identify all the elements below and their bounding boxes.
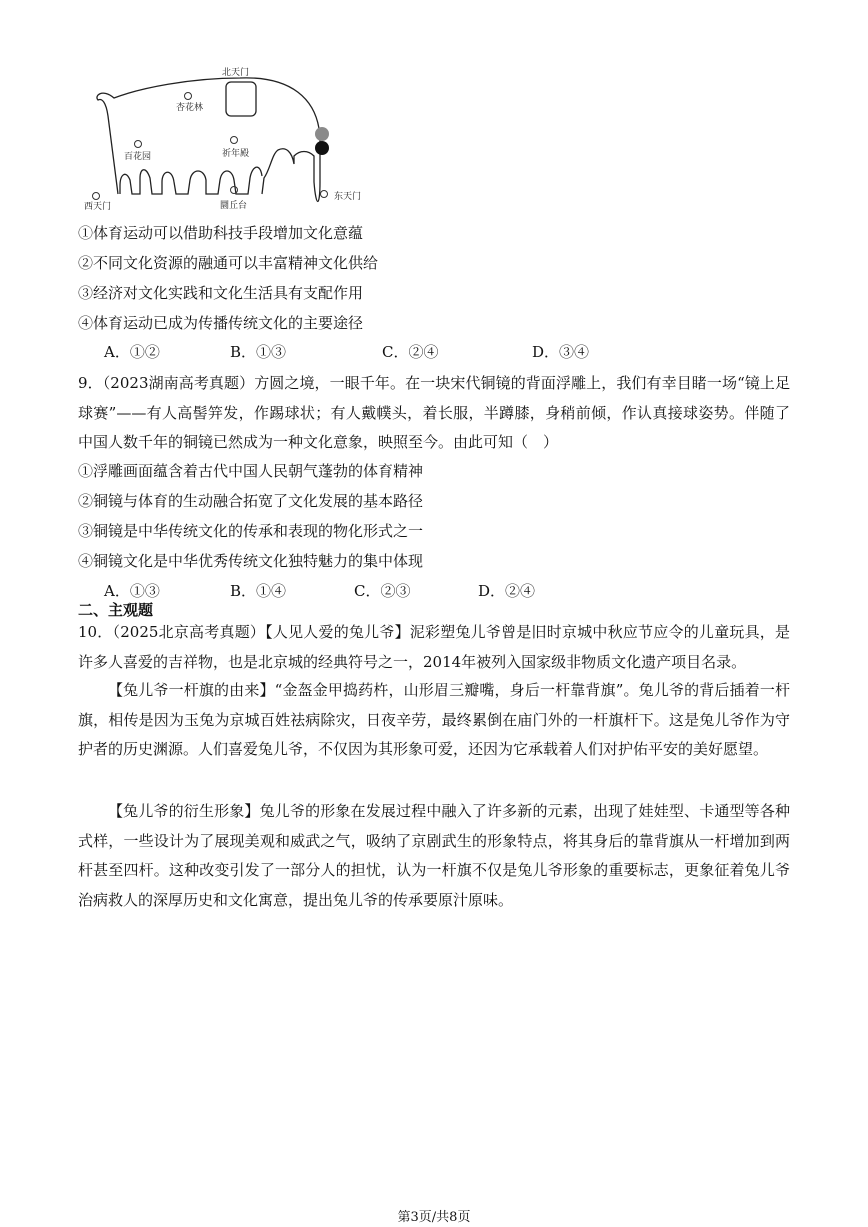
q9-option-b[interactable]: B．①④ — [230, 582, 287, 600]
q8-item-4: ④体育运动已成为传播传统文化的主要途径 — [78, 314, 364, 332]
q9-item-4: ④铜镜文化是中华优秀传统文化独特魅力的集中体现 — [78, 552, 424, 570]
q9-item-1: ①浮雕画面蕴含着古代中国人民朝气蓬勃的体育精神 — [78, 462, 424, 480]
label-hundred-flower: 百花园 — [124, 152, 152, 162]
park-map-diagram — [80, 58, 380, 218]
east-gate-marker — [321, 191, 328, 198]
q8-option-a[interactable]: A．①② — [104, 343, 160, 361]
label-prayer-hall: 祈年殿 — [222, 149, 250, 159]
q8-item-2: ②不同文化资源的融通可以丰富精神文化供给 — [78, 254, 379, 272]
label-west-gate: 西天门 — [84, 202, 112, 212]
label-north-gate: 北天门 — [222, 68, 250, 78]
label-apricot: 杏花林 — [176, 103, 204, 113]
west-gate-marker — [93, 193, 100, 200]
page-footer: 第3页/共8页 — [397, 1210, 471, 1225]
q8-option-b[interactable]: B．①③ — [230, 343, 287, 361]
prayer-hall-marker — [231, 137, 238, 144]
q8-option-d[interactable]: D．③④ — [532, 343, 590, 361]
apricot-marker — [185, 93, 192, 100]
q10-paragraph-2: 【兔儿爷一杆旗的由来】“金盔金甲捣药杵，山形眉三瓣嘴，身后一杆靠背旗”。兔儿爷的背后插着一杆旗，相传是因为玉兔为京城百姓祛病除灾，日夜辛劳，最终累倒在庙门外的一杆旗杆下。这是兔儿爷作为守护者的历史渊源。人们喜爱兔儿爷，不仅因为其形象可爱，还因为它承载着人们对护佑平安的美好愿望。 — [78, 681, 790, 758]
q9-item-3: ③铜镜是中华传统文化的传承和表现的物化形式之一 — [78, 522, 424, 540]
black-dot — [315, 141, 329, 155]
altar-marker — [231, 187, 238, 194]
hundred-flower-marker — [135, 141, 142, 148]
north-gate-box — [226, 82, 256, 116]
q8-option-c[interactable]: C．②④ — [382, 343, 439, 361]
grey-dot — [315, 127, 329, 141]
label-east-gate: 东天门 — [334, 192, 362, 202]
q9-stem: 9．（2023湖南高考真题）方圆之境，一眼千年。在一块宋代铜镜的背面浮雕上，我们有幸目睹一场“镜上足球赛”——有人高髻笄发，作踢球状；有人戴幞头，着长服，半蹲膝，身稍前倾，作认真接球姿势。伴随了中国人数千年的铜镜已然成为一种文化意象，映照至今。由此可知（ ） — [78, 374, 790, 451]
section-heading: 二、主观题 — [78, 601, 154, 619]
q9-item-2: ②铜镜与体育的生动融合拓宽了文化发展的基本路径 — [78, 492, 424, 510]
q8-item-3: ③经济对文化实践和文化生活具有支配作用 — [78, 284, 364, 302]
q9-option-c[interactable]: C．②③ — [354, 582, 411, 600]
q10-paragraph-1: 10．（2025北京高考真题）【人见人爱的兔儿爷】泥彩塑兔儿爷曾是旧时京城中秋应节应令的儿童玩具，是许多人喜爱的吉祥物，也是北京城的经典符号之一，2014年被列入国家级非物质文化遗产项目名录。 — [78, 623, 790, 671]
map-inner-path — [120, 167, 262, 194]
q8-item-1: ①体育运动可以借助科技手段增加文化意蕴 — [78, 224, 364, 242]
q9-option-d[interactable]: D．②④ — [478, 582, 536, 600]
q9-option-a[interactable]: A．①③ — [104, 582, 160, 600]
q10-paragraph-3: 【兔儿爷的衍生形象】兔儿爷的形象在发展过程中融入了许多新的元素，出现了娃娃型、卡通型等各种式样，一些设计为了展现美观和威武之气，吸纳了京剧武生的形象特点，将其身后的靠背旗从一杆增加到两杆甚至四杆。这种改变引发了一部分人的担忧，认为一杆旗不仅是兔儿爷形象的重要标志，更象征着兔儿爷治病救人的深厚历史和文化寓意，提出兔儿爷的传承要原汁原味。 — [78, 802, 790, 909]
label-altar: 圜丘台 — [220, 201, 248, 211]
